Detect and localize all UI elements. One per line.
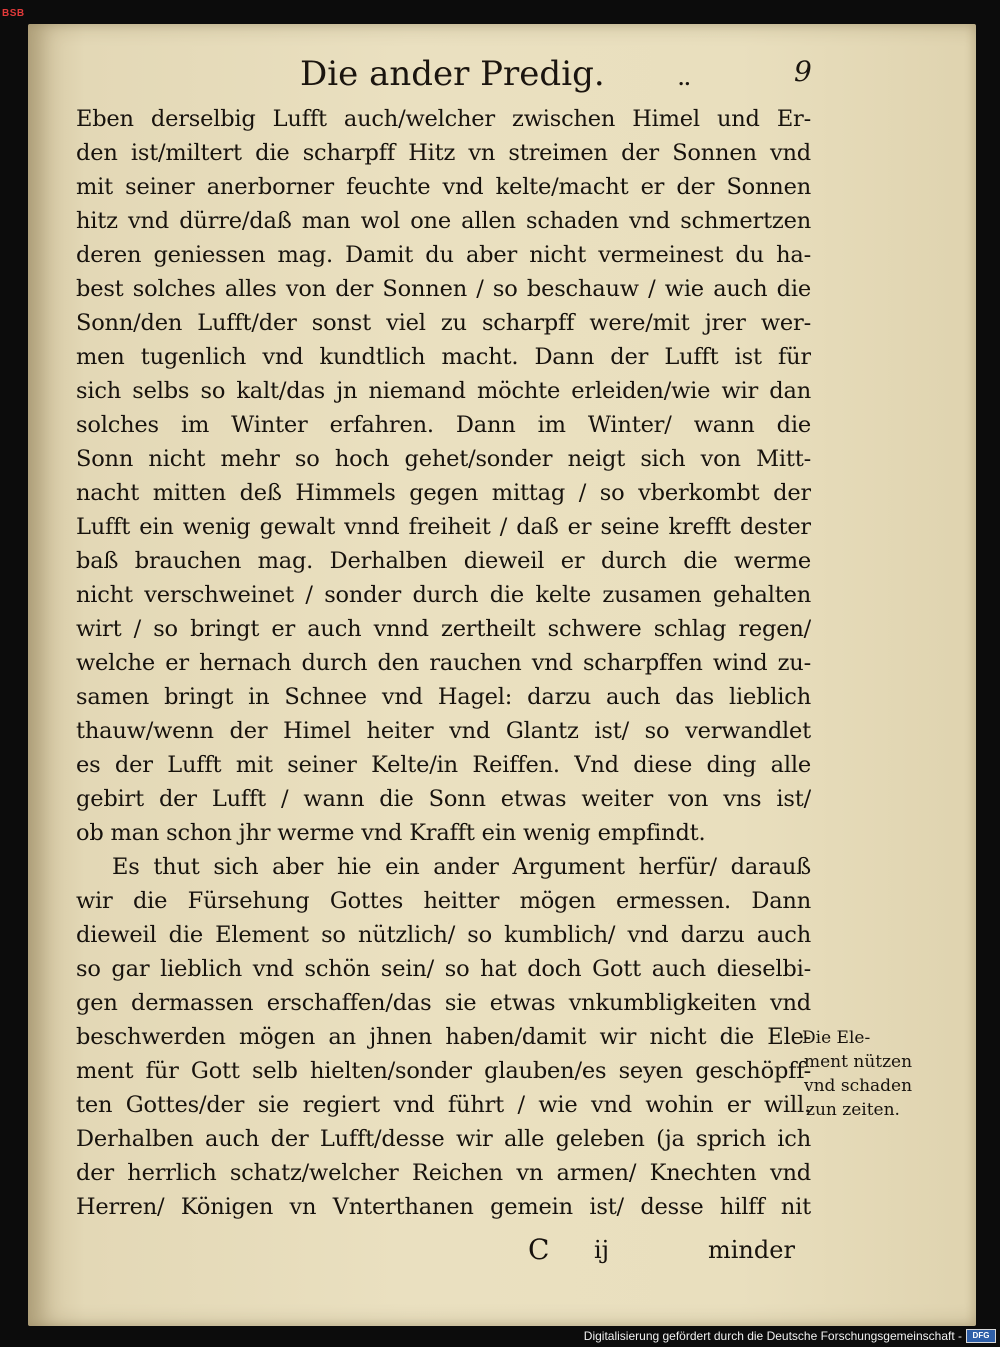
running-head [300, 52, 820, 96]
text-line: Sonn/den Lufft/der sonst viel zu scharpff were/mit jrer wer- [76, 310, 811, 336]
text-line: nacht mitten deß Himmels gegen mittag / so vberkombt der [76, 480, 811, 506]
text-line: so gar lieblich vnd schön sein/ so hat doch Gott auch dieselbi- [76, 956, 811, 982]
text-line: es der Lufft mit seiner Kelte/in Reiffen. Vnd diese ding alle [76, 752, 811, 778]
text-line: thauw/wenn der Himel heiter vnd Glantz ist/ so verwandlet [76, 718, 811, 744]
text-line: Herren/ Königen vn Vnterthanen gemein ist/ desse hilff nit [76, 1194, 811, 1220]
header-ornament: .. [678, 69, 691, 90]
text-line: mit seiner anerborner feuchte vnd kelte/macht er der Sonnen [76, 174, 811, 200]
text-line: hitz vnd dürre/daß man wol one allen schaden vnd schmertzen [76, 208, 811, 234]
text-line: solches im Winter erfahren. Dann im Winter/ wann die [76, 412, 811, 438]
text-line: welche er hernach durch den rauchen vnd scharpffen wind zu- [76, 650, 811, 676]
margin-note-line: vnd schaden [804, 1076, 913, 1096]
text-line: samen bringt in Schnee vnd Hagel: darzu auch das lieblich [76, 684, 811, 710]
signature-line [528, 1232, 808, 1268]
text-line: Sonn nicht mehr so hoch gehet/sonder neigt sich von Mitt- [76, 446, 811, 472]
text-line: gebirt der Lufft / wann die Sonn etwas weiter von vns ist/ [76, 786, 811, 812]
marginal-note [802, 1026, 952, 1122]
margin-note-line: Die Ele- [802, 1028, 871, 1048]
text-line: der herrlich schatz/welcher Reichen vn armen/ Knechten vnd [76, 1160, 811, 1186]
catchword: minder [708, 1236, 795, 1264]
library-mark: BSB [2, 8, 25, 19]
text-line: ob man schon jhr werme vnd Krafft ein wenig empfindt. [76, 820, 706, 846]
text-line: sich selbs so kalt/das jn niemand möchte erleiden/wie wir dan [76, 378, 811, 404]
text-line: men tugenlich vnd kundtlich macht. Dann der Lufft ist für [76, 344, 811, 370]
text-line: nicht verschweinet / sonder durch die kelte zusamen gehalten [76, 582, 811, 608]
footer-bar [0, 1326, 1000, 1347]
text-line: Derhalben auch der Lufft/desse wir alle geleben (ja sprich ich [76, 1126, 811, 1152]
text-line: gen dermassen erschaffen/das sie etwas vnkumbligkeiten vnd [76, 990, 811, 1016]
text-line: dieweil die Element so nützlich/ so kumblich/ vnd darzu auch [76, 922, 811, 948]
text-line: wir die Fürsehung Gottes heitter mögen ermessen. Dann [76, 888, 811, 914]
main-text-block [76, 102, 811, 1224]
text-line: Eben derselbig Lufft auch/welcher zwischen Himel und Er- [76, 106, 811, 132]
signature-number: ij [594, 1236, 610, 1264]
text-line: ment für Gott selb hielten/sonder glauben/es seyen geschöpff- [76, 1058, 811, 1084]
margin-note-line: zun zeiten. [806, 1100, 900, 1120]
text-line: best solches alles von der Sonnen / so beschauw / wie auch die [76, 276, 811, 302]
text-line: ten Gottes/der sie regiert vnd führt / wie vnd wohin er will. [76, 1092, 811, 1118]
dfg-logo: DFG [966, 1329, 996, 1343]
text-line: wirt / so bringt er auch vnnd zertheilt schwere schlag regen/ [76, 616, 811, 642]
text-line: Es thut sich aber hie ein ander Argument herfür/ darauß [112, 854, 811, 880]
margin-note-line: ment nützen [804, 1052, 913, 1072]
text-line: Lufft ein wenig gewalt vnnd freiheit / daß er seine krefft dester [76, 514, 811, 540]
text-line: den ist/miltert die scharpff Hitz vn streimen der Sonnen vnd [76, 140, 811, 166]
folio-number: 9 [794, 55, 812, 88]
signature-mark: C [528, 1233, 550, 1266]
funding-credit: Digitalisierung gefördert durch die Deutsche Forschungsgemeinschaft - [583, 1329, 962, 1343]
text-line: baß brauchen mag. Derhalben dieweil er durch die werme [76, 548, 811, 574]
text-line: beschwerden mögen an jhnen haben/damit wir nicht die Ele- [76, 1024, 811, 1050]
page-header-title: Die ander Predig. [300, 54, 605, 94]
text-line: deren geniessen mag. Damit du aber nicht vermeinest du ha- [76, 242, 811, 268]
